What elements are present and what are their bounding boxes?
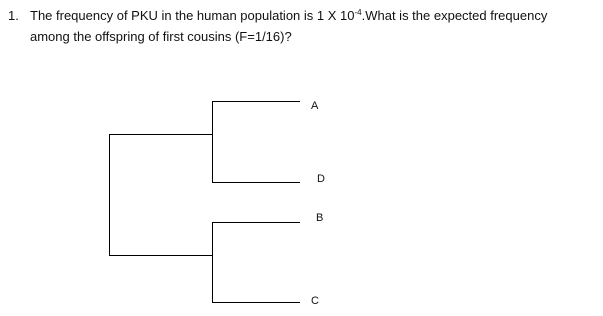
- leaf-label-d: D: [317, 173, 325, 185]
- leaf-label-c: C: [311, 295, 319, 307]
- question-text-line-2: among the offspring of first cousins (F=1/16)?: [30, 29, 292, 44]
- question-text-part: The frequency of PKU in the human population is 1 X 10: [30, 8, 355, 23]
- question-number: 1.: [8, 8, 19, 23]
- exponent: -4: [354, 8, 362, 17]
- leaf-label-b: B: [316, 212, 324, 224]
- leaf-label-a: A: [311, 100, 319, 112]
- question-text-part: .What is the expected frequency: [361, 8, 548, 23]
